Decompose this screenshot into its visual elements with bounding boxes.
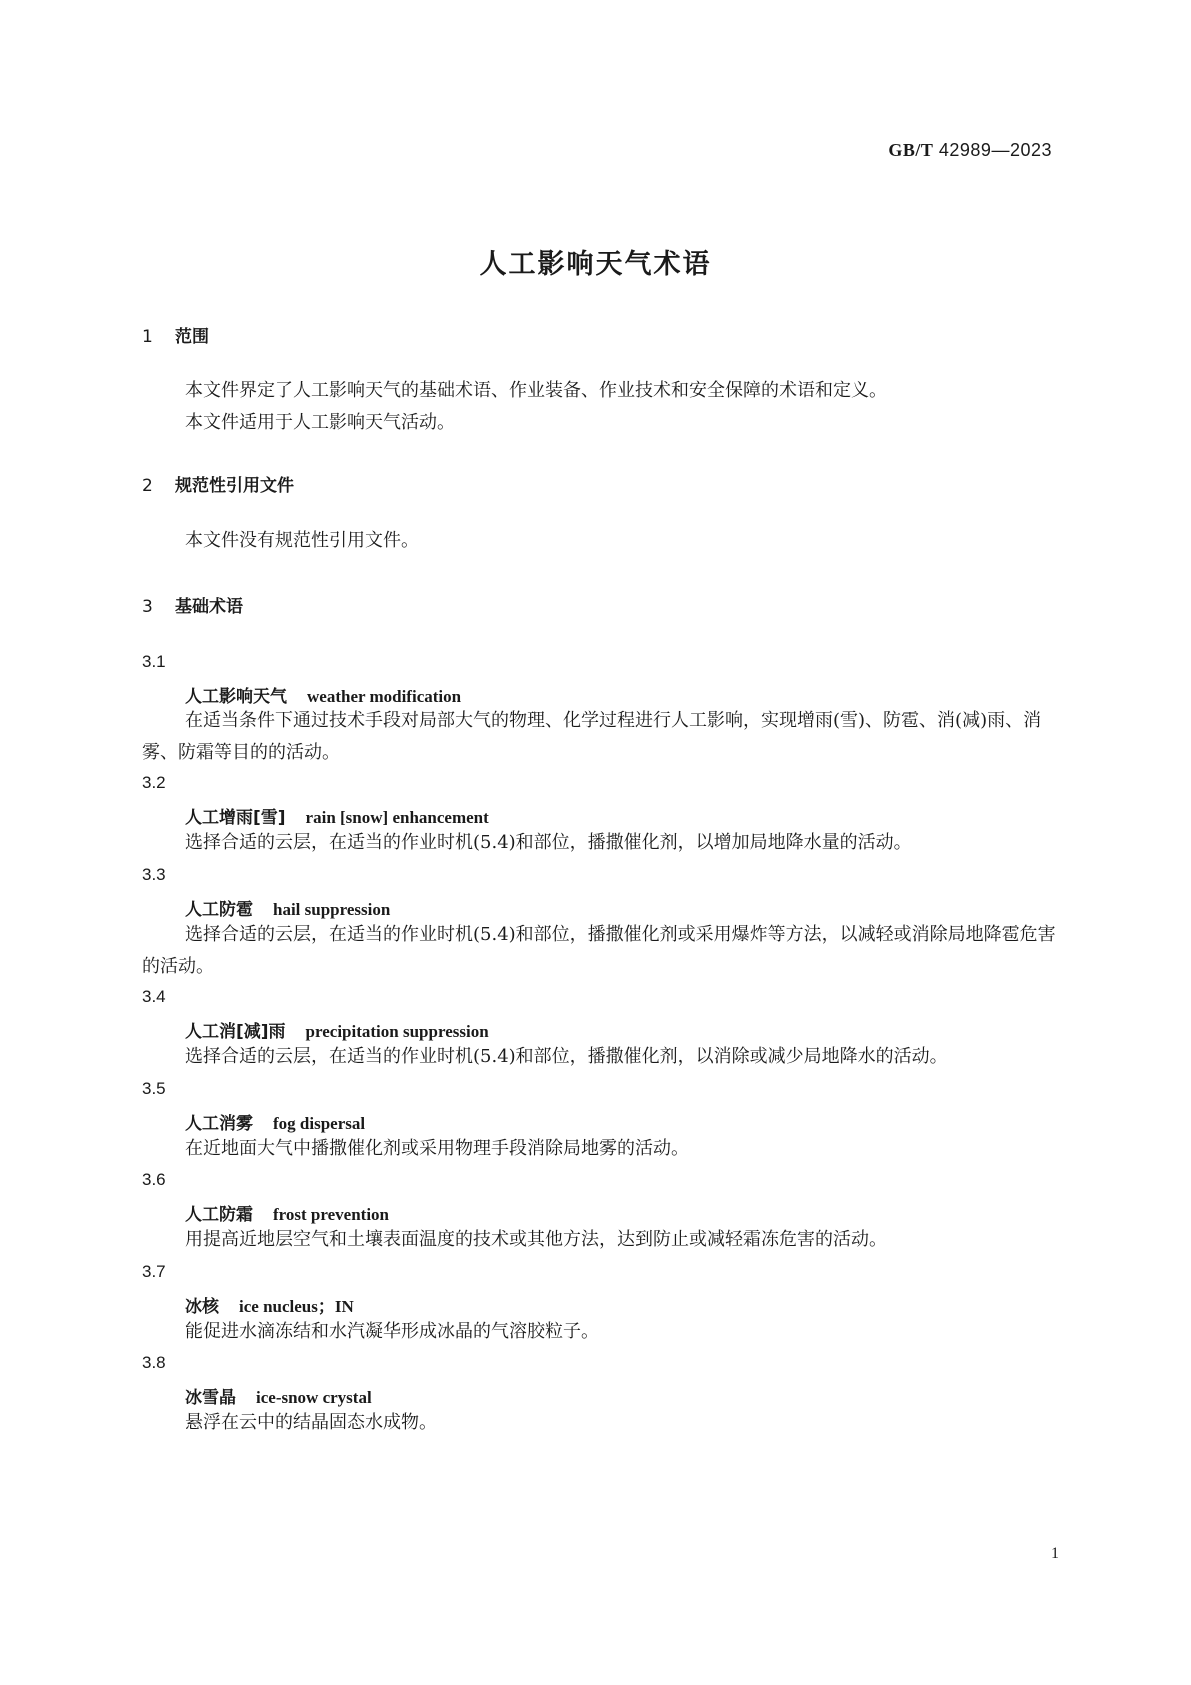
term-en: ice nucleus；IN: [239, 1297, 354, 1316]
term-definition: 在适当条件下通过技术手段对局部大气的物理、化学过程进行人工影响，实现增雨(雪)、防雹、消(减)雨、消雾、防霜等目的的活动。: [142, 710, 1042, 763]
term-zh: 人工消雾: [185, 1114, 253, 1134]
term-en: weather modification: [307, 687, 462, 706]
term-zh: 人工增雨[雪]: [185, 808, 286, 828]
section-number: 2: [142, 476, 153, 496]
standard-code-prefix: GB/T: [888, 140, 934, 160]
clause-number: 3.1: [142, 652, 166, 671]
section-title: 范围: [175, 327, 209, 347]
term-entry: [185, 1017, 489, 1042]
term-entry: [185, 1109, 365, 1134]
standard-code: [888, 140, 1052, 161]
term-zh: 冰雪晶: [185, 1388, 236, 1408]
paragraph: 本文件没有规范性引用文件。: [185, 530, 419, 551]
section-number: 1: [142, 327, 153, 347]
clause-number: 3.2: [142, 773, 166, 792]
clause-number: 3.3: [142, 865, 166, 884]
clause-number: 3.8: [142, 1353, 166, 1372]
term-definition: 能促进水滴冻结和水汽凝华形成冰晶的气溶胶粒子。: [185, 1321, 599, 1342]
term-definition: 悬浮在云中的结晶固态水成物。: [185, 1412, 437, 1433]
standard-code-number: 42989—2023: [938, 140, 1052, 160]
page-number: 1: [1051, 1545, 1059, 1562]
paragraph: 本文件适用于人工影响天气活动。: [185, 412, 455, 433]
paragraph: 本文件界定了人工影响天气的基础术语、作业装备、作业技术和安全保障的术语和定义。: [185, 380, 887, 401]
section-heading-3: [142, 592, 243, 617]
term-definition: 在近地面大气中播撒催化剂或采用物理手段消除局地雾的活动。: [185, 1138, 689, 1159]
term-entry: [185, 1292, 354, 1317]
term-entry: [185, 895, 390, 920]
clause-number: 3.4: [142, 987, 166, 1006]
term-zh: 冰核: [185, 1297, 219, 1317]
term-zh: 人工防雹: [185, 900, 253, 920]
term-entry: [185, 682, 461, 707]
term-en: frost prevention: [273, 1205, 390, 1224]
section-heading-1: [142, 322, 209, 347]
term-entry: [185, 803, 489, 828]
term-entry: [185, 1383, 372, 1408]
section-title: 规范性引用文件: [175, 476, 294, 496]
clause-number: 3.7: [142, 1262, 166, 1281]
term-en: hail suppression: [273, 900, 391, 919]
clause-number: 3.5: [142, 1079, 166, 1098]
document-title: 人工影响天气术语: [479, 249, 712, 280]
term-zh: 人工影响天气: [185, 687, 287, 707]
term-definition: 用提高近地层空气和土壤表面温度的技术或其他方法，达到防止或减轻霜冻危害的活动。: [185, 1229, 887, 1250]
section-title: 基础术语: [175, 597, 243, 617]
term-definition: 选择合适的云层，在适当的作业时机(5.4)和部位，播撒催化剂或采用爆炸等方法，以减轻或消除局地降雹危害的活动。: [142, 924, 1056, 977]
term-en: ice-snow crystal: [256, 1388, 372, 1407]
clause-number: 3.6: [142, 1170, 166, 1189]
term-zh: 人工防霜: [185, 1205, 253, 1225]
term-definition: 选择合适的云层，在适当的作业时机(5.4)和部位，播撒催化剂，以增加局地降水量的活动。: [185, 832, 912, 853]
term-en: precipitation suppression: [305, 1022, 489, 1041]
term-definition: 选择合适的云层，在适当的作业时机(5.4)和部位，播撒催化剂，以消除或减少局地降水的活动。: [185, 1046, 948, 1067]
term-zh: 人工消[减]雨: [185, 1022, 286, 1042]
term-en: fog dispersal: [273, 1114, 366, 1133]
term-en: rain [snow] enhancement: [305, 808, 489, 827]
term-entry: [185, 1200, 389, 1225]
section-heading-2: [142, 471, 294, 496]
section-number: 3: [142, 597, 153, 617]
